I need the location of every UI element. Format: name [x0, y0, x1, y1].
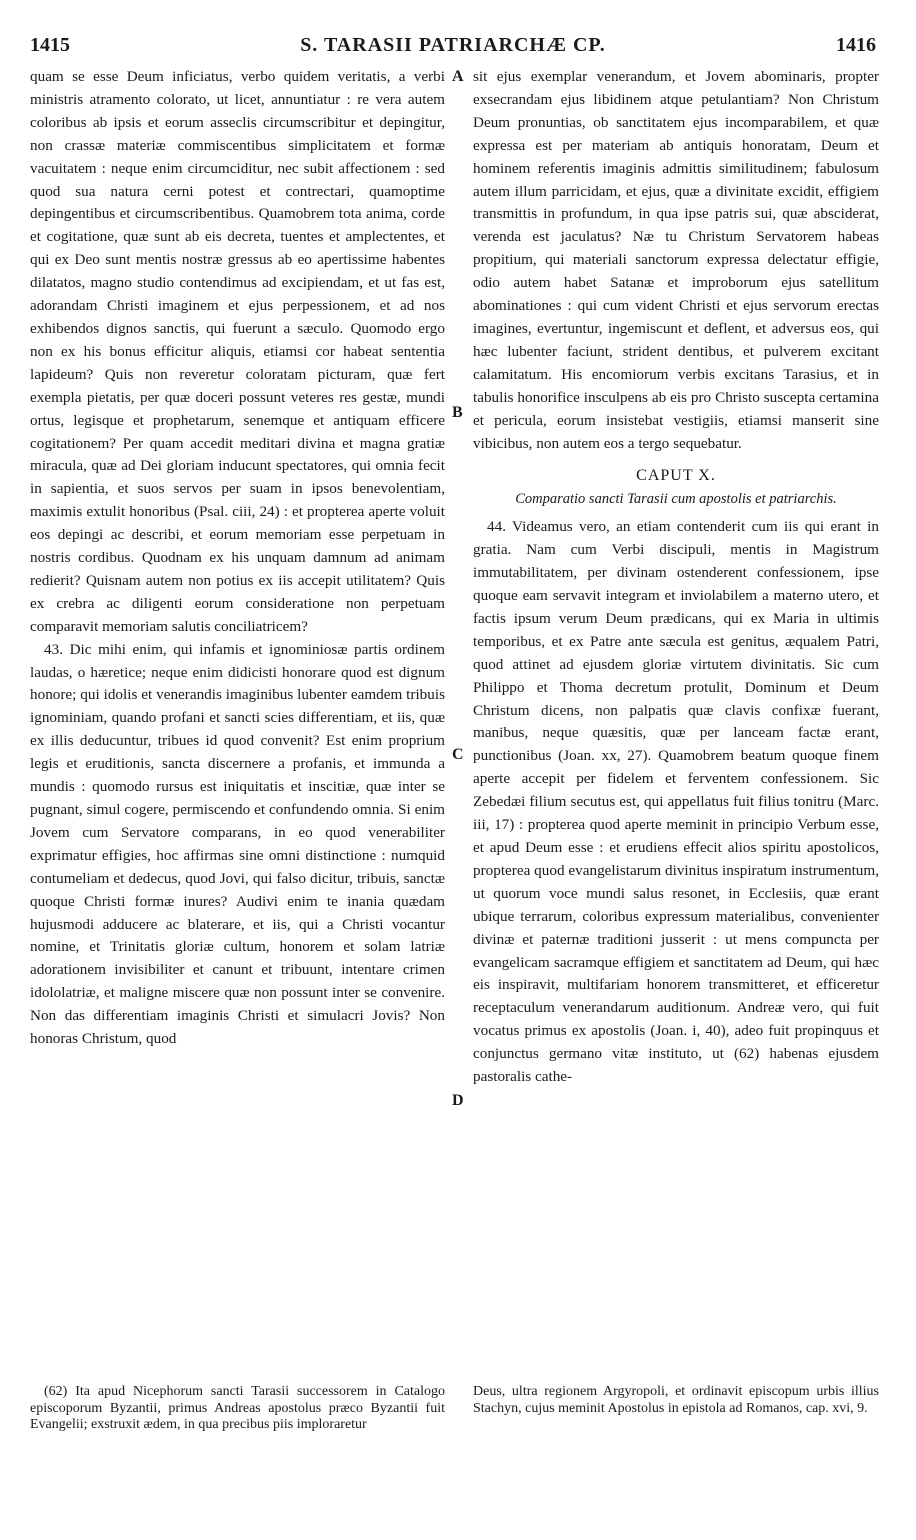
footnote-right-text: Deus, ultra regionem Argyropoli, et ordinavit episcopum urbis illius Stachyn, cujus meminit Apostolus in epistola ad Romanos, cap. xvi, 9.: [473, 1384, 879, 1416]
margin-letter-d: D: [452, 1092, 464, 1109]
page-number-right: 1416: [836, 34, 876, 56]
right-paragraph-2: 44. Videamus vero, an etiam contenderit cum iis qui erant in gratia. Nam cum Verbi discipuli, mentis in Magistrum immutabilitatem, per divinam ostenderent confessionem, ipse quoque eam servavit integram et inviolabilem a materno utero, et factis ipsum verum Deum prædicans, qui ex Maria in ultimis temporibus, et ex Patre ante sæcula est genitus, æqualem Patri, quod attinet ad ejusdem gloriæ virtutem divinitatis. Sic cum Philippo et Thoma decretum protulit, Dominum et Deum Christum dicens, non palpatis quæ clavis confixæ fuerant, manibus, neque quæsitis, quæ per lanceam factæ erant, punctionibus (Joan. xx, 27). Quamobrem beatum quoque finem aperte accepit per fidelem et ferventem confessionem. Sic Zebedæi filium secutus est, qui appellatus fuit filius tonitru (Marc. iii, 17) : propterea quod aperte meminit in principio Verbum esse, et apud Deum esse : et erudiens effecit alios spiritu apostolicos, propterea quod evangelistarum divinitus inspiratum instrumentum, ut quorum voce mundi salus resonet, in Ecclesiis, quæ erant ubique terrarum, coloribus expressum materialibus, convenienter divinæ et paternæ traditioni jusserit : ut mens compuncta per evangelicam sacramque effigiem et sanctitatem ad Deum, qui hæc eis inspiravit, multifariam honorem transmitteret, et efficeretur receptaculum venerandarum auditionum. Andreæ vero, qui fuit vocatus primus ex apostolis (Joan. i, 40), adeo fuit propinquus et conjunctus germano vitæ instituto, ut (62) habenas ejusdem pastoralis cathe-: [473, 518, 879, 1086]
footnote-left: [30, 1384, 445, 1434]
page-header: [30, 34, 876, 62]
page-number-left: 1415: [30, 34, 70, 56]
margin-letter-c: C: [452, 746, 464, 763]
right-column: [473, 66, 879, 1089]
chapter-subtitle: Comparatio sancti Tarasii cum apostolis et patriarchis.: [515, 491, 837, 508]
left-paragraph-1: quam se esse Deum inficiatus, verbo quidem veritatis, a verbi ministris atramento colorato, ut licet, annuntiatur : re vera autem coloribus ab ipsis et eorum asseclis circumscribitur et depingitur, non crassæ materiæ commiscentibus simplicitatem et formæ vacuitatem : neque enim circumciditur, nec subit affectionem : sed quod sua natura cerni potest et contrectari, quamoptime depingentibus et circumscribentibus. Quamobrem tota anima, corde et cogitatione, quæ sunt ab eis decreta, tuentes et amplectentes, et qui ex Deo sunt mentis nostræ gressus ab eo apertissime habentes dilatatos, magno studio contendimus ad excipiendam, et ut fas est, adorandam Christi imaginem et ejus perpessionem, et ad nos exhibendos dignos sanctis, qui fuerunt a sæculo. Quomodo ergo non ex his bonus efficitur aliquis, etiamsi cor habeat sententia lapideum? Quis non reveretur coloratam picturam, quæ fert exempla pietatis, per quæ doceri possunt veteres res gestæ, mundi ortus, legisque et prophetarum, senemque et antiquam efficere cogitationem? Per quam accedit meditari divina et magna gratiæ miracula, quæ ad Dei gloriam inducunt spectatores, qui omnia fecit in sapientia, et suos servos per suam in ipsos benevolentiam, maximis extulit honoribus (Psal. ciii, 24) : et propterea aperte voluit eos depingi ac describi, et eorum memoriam esse perpetuam in nostris cordibus. Quodnam ex his unquam damnum ad animam redierit? Quisnam autem non potius ex iis accepit utilitatem? Quis ex crebra ac diligenti eorum consideratione non perpetuam comparavit memoriam salutis conciliatricem?: [30, 68, 445, 635]
footnote-left-text: (62) Ita apud Nicephorum sancti Tarasii successorem in Catalogo episcoporum Byzantii, primus Andreas apostolus præco Byzantii fuit Evangelii; exstruxit ædem, in qua precibus piis imploraretur: [30, 1384, 445, 1433]
margin-letter-a: A: [452, 68, 464, 85]
left-column: [30, 66, 445, 1051]
margin-letter-b: B: [452, 404, 463, 421]
running-title: S. TARASII PATRIARCHÆ CP.: [300, 34, 606, 56]
right-paragraph-1: sit ejus exemplar venerandum, et Jovem abominaris, propter exsecrandam ejus libidinem atque petulantiam? Non Christum Deum pronuntias, ob sanctitatem ejus incomparabilem, et quæ expressa est per materiam ab antiquis honoratam, Deum et hominem referentis imaginis admittis similitudinem; fabulosum autem illum parricidam, et ejus, quæ a divinitate excidit, effigiem transmittis in profundum, in qua ipse patris sui, quæ absciderat, verenda est jaculatus? Næ tu Christum Servatorem habeas propitium, qui materiali sanctorum expressa delectatur effigie, odio autem habet Satanæ et improborum ejus satellitum abominationes : qui cum vident Christi et ejus servorum erectas imagines, evertuntur, ingemiscunt et deflent, et adversus eos, qui hæc lubenter faciunt, strident dentibus, et pulverem excitant calamitatum. His encomiorum verbis excitans Tarasius, et in tabulis honorifice insculpens ab eis pro Christo suscepta certamina et pericula, eorum insistebat vestigiis, etiamsi manserit sine vibicibus, non autem eos a tergo sequebatur.: [473, 68, 879, 452]
chapter-title: CAPUT X.: [636, 467, 716, 485]
left-paragraph-2: 43. Dic mihi enim, qui infamis et ignominiosæ partis ordinem laudas, o hæretice; neque enim didicisti honorare quod est dignum honore; qui idolis et venerandis imaginibus lubenter eamdem tribuis ignominiam, quando profani et sancti scies differentiam, et iis, quæ ex illis deducuntur, tribues id quod convenit? Est enim proprium legis et eruditionis, sancta discernere a profanis, et immunda a mundis : quomodo rursus est iniquitatis et inscitiæ, quæ inter se pugnant, simul cogere, permiscendo et confundendo omnia. Si enim Jovem cum Servatore comparans, in eo quod venerabiliter exprimatur effigies, hoc affirmas sine omni distinctione : numquid contumeliam et dedecus, quod Jovi, qui falso dicitur, tribuis, sanctæ quoque Christi formæ inures? Audivi enim te inania quædam hujusmodi adducere ac blaterare, et iis, qui a Christi vocantur nomine, et Trinitatis gloriæ cultum, honorem et solam latriæ adorationem invisibiliter et canunt et tribuunt, intentare crimen idololatriæ, et maligne miscere quæ non possunt inter se convenire. Non das differentiam imaginis Christi et simulacri Jovis? Non honoras Christum, quod: [30, 640, 445, 1048]
footnote-right: [473, 1384, 879, 1417]
